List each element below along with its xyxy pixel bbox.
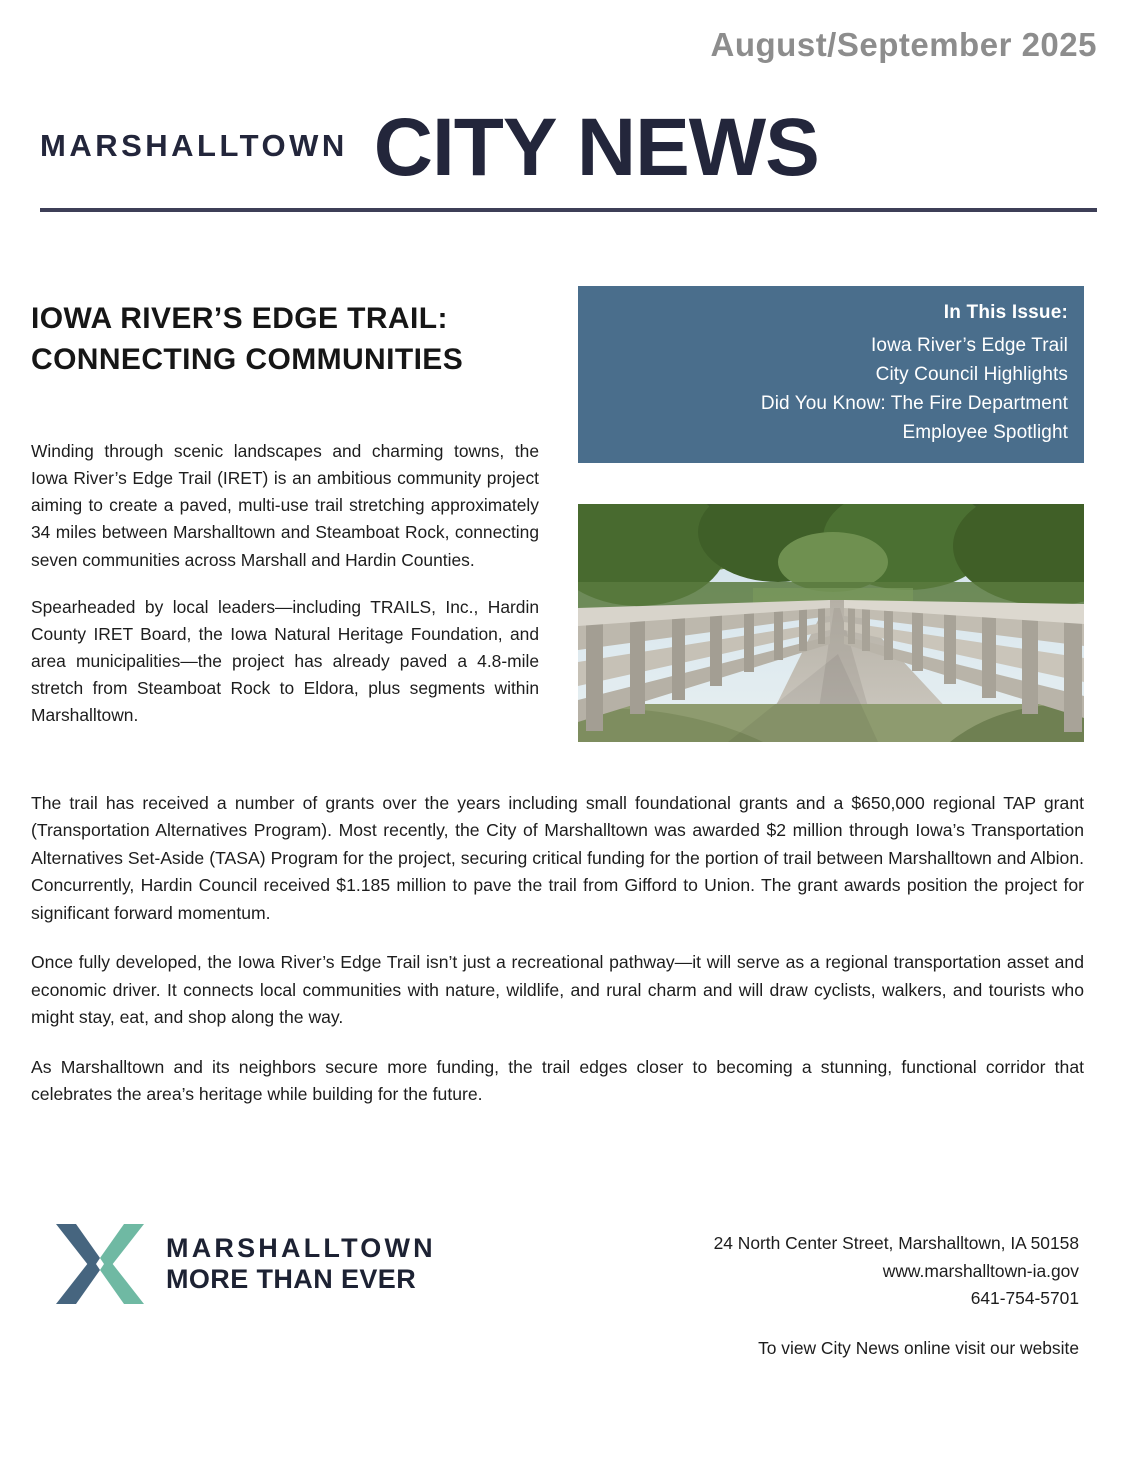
in-this-issue-box	[578, 286, 1084, 463]
city-logo	[52, 1218, 436, 1310]
masthead-city-name: MARSHALLTOWN	[40, 127, 348, 163]
logo-wordmark	[166, 1233, 436, 1295]
marshalltown-logo-icon	[52, 1218, 148, 1310]
in-this-issue-item[interactable]: Iowa River’s Edge Trail	[871, 335, 1068, 356]
footer-website[interactable]: www.marshalltown-ia.gov	[882, 1260, 1079, 1281]
logo-chevrons-icon	[52, 1218, 148, 1310]
body-paragraph: The trail has received a number of grants over the years including small foundational grants and a $650,000 regional TAP grant (Transportation Alternatives Program). Most recently, the City of Marshalltown was awarded $2 million through Iowa’s Transportation Alternatives Set-Aside (TASA) Program for the project, securing critical funding for the portion of trail between Marshalltown and Albion. Concurrently, Hardin Council received $1.185 million to pave the trail from Gifford to Union. The grant awards position the project for significant forward momentum.	[31, 793, 1084, 923]
in-this-issue-item[interactable]: Employee Spotlight	[902, 422, 1068, 444]
footer-note: To view City News online visit our website	[758, 1337, 1079, 1358]
article-lead-column	[31, 438, 539, 729]
body-paragraph: Once fully developed, the Iowa River’s Edge Trail isn’t just a recreational pathway—it will serve as a regional transportation asset and economic driver. It connects local communities with nature, wildlife, and rural charm and will draw cyclists, walkers, and tourists who might stay, eat, and shop along the way.	[31, 952, 1084, 1028]
article-headline: IOWA RIVER’S EDGE TRAIL: CONNECTING COMMUNITIES	[31, 302, 464, 377]
logo-line-2: MORE THAN EVER	[166, 1264, 417, 1294]
body-paragraph: As Marshalltown and its neighbors secure more funding, the trail edges closer to becoming a stunning, functional corridor that celebrates the area’s heritage while building for the future.	[31, 1056, 1084, 1104]
article-body	[31, 790, 1084, 1108]
footer-contact	[714, 1230, 1079, 1362]
in-this-issue-title: In This Issue:	[943, 302, 1068, 323]
footer-spacer	[714, 1313, 1079, 1335]
footer-address: 24 North Center Street, Marshalltown, IA 50158	[713, 1233, 1079, 1253]
in-this-issue-item[interactable]: Did You Know: The Fire Department	[760, 393, 1068, 415]
footer-phone: 641-754-5701	[970, 1288, 1079, 1308]
trail-photo	[578, 504, 1084, 742]
in-this-issue-item[interactable]: City Council Highlights	[875, 364, 1068, 386]
issue-date: August/September 2025	[710, 26, 1097, 63]
lead-paragraph: Winding through scenic landscapes and charming towns, the Iowa River’s Edge Trail (IRET) is an ambitious community project aiming to create a paved, multi-use trail stretching approximately 34 miles between Marshalltown and Steamboat Rock, connecting seven communities across Marshall and Hardin Counties.	[31, 441, 539, 570]
masthead-divider	[40, 208, 1097, 212]
trail-photo-illustration	[578, 504, 1084, 742]
masthead-title: CITY NEWS	[373, 101, 819, 193]
logo-line-1: MARSHALLTOWN	[166, 1232, 436, 1263]
masthead	[40, 95, 1097, 200]
lead-paragraph: Spearheaded by local leaders—including TRAILS, Inc., Hardin County IRET Board, the Iowa Natural Heritage Foundation, and area municipalities—the project has already paved a 4.8-mile stretch from Steamboat Rock to Eldora, plus segments within Marshalltown.	[31, 596, 539, 726]
